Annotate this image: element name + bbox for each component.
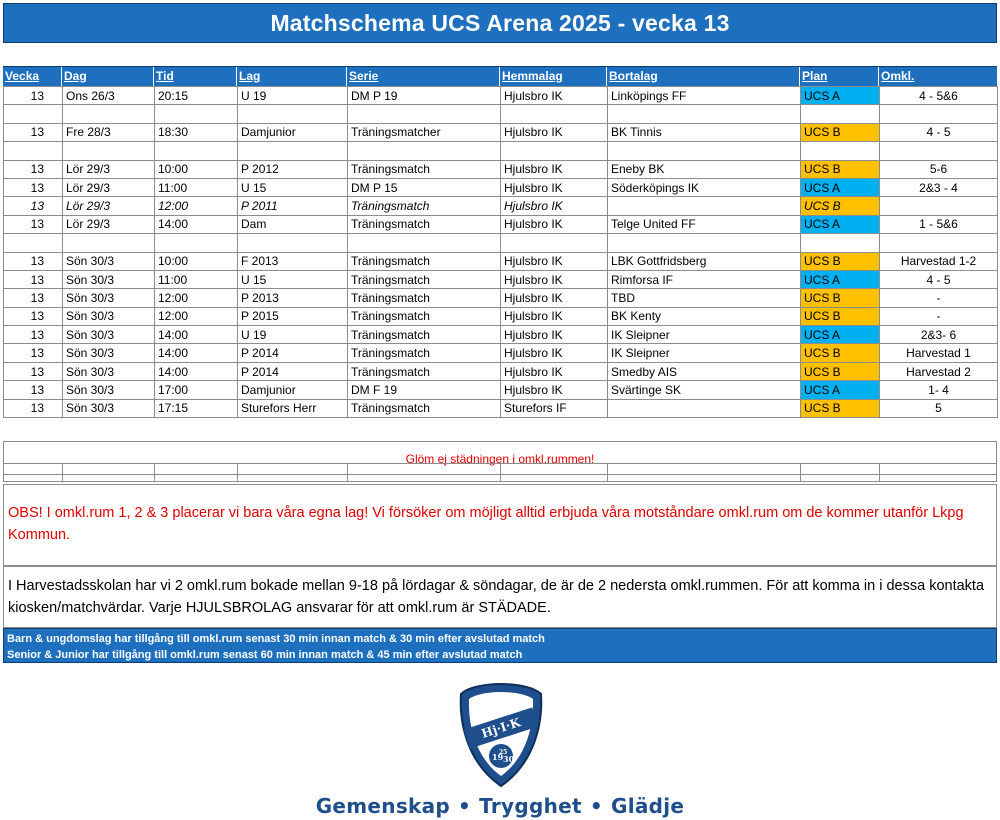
cell-tid[interactable]: 17:15	[155, 399, 238, 417]
table-row	[4, 326, 998, 344]
obs-note: OBS! I omkl.rum 1, 2 & 3 placerar vi bara våra egna lag! Vi försöker om möjligt alltid erbjuda våra motståndare omkl.rum om de kommer utanför Lkpg Kommun.	[3, 484, 997, 566]
empty-grid-row	[3, 463, 997, 482]
cell-bortalag[interactable]: Rimforsa IF	[608, 270, 801, 288]
cell-lag[interactable]: Dam	[238, 215, 348, 233]
table-header	[3, 66, 997, 86]
cell-plan[interactable]: UCS B	[801, 289, 880, 307]
cell-hemmalag[interactable]: Hjulsbro IK	[501, 344, 608, 362]
cell-serie[interactable]: Träningsmatch	[348, 362, 501, 380]
cell-vecka	[4, 105, 63, 123]
cell-omkl[interactable]: 4 - 5	[880, 270, 998, 288]
cell-omkl[interactable]: Harvestad 1	[880, 344, 998, 362]
header-tid[interactable]: Tid	[154, 67, 237, 86]
cell-vecka[interactable]: 13	[4, 381, 63, 399]
cell-lag	[238, 234, 348, 252]
cell-bortalag[interactable]: Eneby BK	[608, 160, 801, 178]
cell-omkl	[880, 105, 998, 123]
cell-bortalag[interactable]: Söderköpings IK	[608, 178, 801, 196]
table-row	[4, 215, 998, 233]
cell-lag[interactable]: Damjunior	[238, 123, 348, 141]
hjulsbro-ik-crest-logo	[455, 680, 547, 790]
cell-vecka[interactable]: 13	[4, 362, 63, 380]
cell-plan[interactable]: UCS B	[801, 362, 880, 380]
cell-bortalag[interactable]	[608, 399, 801, 417]
cell-vecka[interactable]: 13	[4, 399, 63, 417]
cell-omkl	[880, 234, 998, 252]
cell-plan[interactable]: UCS A	[801, 326, 880, 344]
cell-tid[interactable]: 18:30	[155, 123, 238, 141]
cell-vecka[interactable]: 13	[4, 215, 63, 233]
cell-plan[interactable]: UCS A	[801, 87, 880, 105]
crest-year-mid: 25	[499, 749, 508, 756]
cell-dag[interactable]: Sön 30/3	[63, 381, 155, 399]
cell-dag[interactable]: Fre 28/3	[63, 123, 155, 141]
table-row	[4, 289, 998, 307]
motto-word: Gemenskap	[315, 794, 451, 818]
header-omkl[interactable]: Omkl.	[881, 69, 915, 83]
header-dag[interactable]: Dag	[62, 67, 154, 86]
cell-tid	[155, 234, 238, 252]
cell-bortalag[interactable]: Svärtinge SK	[608, 381, 801, 399]
cell-plan	[801, 234, 880, 252]
cell-plan[interactable]: UCS A	[801, 381, 880, 399]
cell-omkl[interactable]: 2&3 - 4	[880, 178, 998, 196]
cell-omkl[interactable]: 5-6	[880, 160, 998, 178]
cell-plan[interactable]: UCS A	[801, 178, 880, 196]
table-row	[4, 252, 998, 270]
cell-bortalag[interactable]: BK Kenty	[608, 307, 801, 325]
header-bortalag[interactable]: Bortalag	[607, 67, 800, 86]
cell-dag[interactable]: Lör 29/3	[63, 197, 155, 215]
cell-omkl[interactable]: 1 - 5&6	[880, 215, 998, 233]
empty-cell	[154, 463, 238, 482]
cell-serie[interactable]: Träningsmatch	[348, 289, 501, 307]
cell-bortalag[interactable]: BK Tinnis	[608, 123, 801, 141]
cell-dag[interactable]: Lör 29/3	[63, 215, 155, 233]
cell-serie[interactable]: Träningsmatch	[348, 215, 501, 233]
cell-lag	[238, 105, 348, 123]
cell-hemmalag[interactable]: Hjulsbro IK	[501, 252, 608, 270]
cell-lag[interactable]: P 2014	[238, 344, 348, 362]
cell-tid[interactable]: 14:00	[155, 362, 238, 380]
cell-dag[interactable]: Ons 26/3	[63, 87, 155, 105]
header-hemmalag[interactable]: Hemmalag	[500, 67, 607, 86]
cell-omkl[interactable]: 5	[880, 399, 998, 417]
cell-lag[interactable]: P 2011	[238, 197, 348, 215]
table-row	[4, 160, 998, 178]
cell-hemmalag	[501, 142, 608, 160]
cell-serie[interactable]: Träningsmatch	[348, 197, 501, 215]
empty-cell	[607, 463, 801, 482]
cell-serie	[348, 142, 501, 160]
page-title: Matchschema UCS Arena 2025 - vecka 13	[3, 3, 997, 43]
cell-tid[interactable]: 12:00	[155, 289, 238, 307]
spacer-row	[4, 234, 998, 252]
cell-omkl[interactable]: -	[880, 307, 998, 325]
cell-dag	[63, 142, 155, 160]
cell-dag	[63, 105, 155, 123]
cell-serie[interactable]: DM F 19	[348, 381, 501, 399]
cell-plan[interactable]: UCS B	[801, 123, 880, 141]
cell-hemmalag[interactable]: Hjulsbro IK	[501, 160, 608, 178]
cell-lag[interactable]: P 2014	[238, 362, 348, 380]
cell-vecka[interactable]: 13	[4, 270, 63, 288]
cell-vecka[interactable]: 13	[4, 252, 63, 270]
cell-hemmalag	[501, 105, 608, 123]
cell-vecka[interactable]: 13	[4, 307, 63, 325]
cell-omkl[interactable]: Harvestad 1-2	[880, 252, 998, 270]
cell-tid[interactable]: 11:00	[155, 270, 238, 288]
cell-hemmalag[interactable]: Hjulsbro IK	[501, 307, 608, 325]
cell-dag[interactable]: Sön 30/3	[63, 344, 155, 362]
cell-hemmalag	[501, 234, 608, 252]
cell-plan[interactable]: UCS B	[801, 197, 880, 215]
table-row	[4, 399, 998, 417]
access-rule-youth: Barn & ungdomslag har tillgång till omkl.rum senast 30 min innan match & 30 min efter avslutad match	[7, 633, 545, 645]
motto-separator: •	[589, 794, 603, 818]
access-rule-senior: Senior & Junior har tillgång till omkl.rum senast 60 min innan match & 45 min efter avslutad match	[7, 649, 523, 661]
cell-tid	[155, 105, 238, 123]
cell-tid	[155, 142, 238, 160]
cell-bortalag[interactable]: Linköpings FF	[608, 87, 801, 105]
empty-cell	[347, 463, 501, 482]
cell-plan[interactable]: UCS B	[801, 160, 880, 178]
cell-dag[interactable]: Sön 30/3	[63, 252, 155, 270]
cell-vecka[interactable]: 13	[4, 289, 63, 307]
cell-bortalag[interactable]: IK Sleipner	[608, 344, 801, 362]
cell-bortalag[interactable]	[608, 197, 801, 215]
cell-lag[interactable]: P 2015	[238, 307, 348, 325]
cell-lag[interactable]: U 19	[238, 326, 348, 344]
table-row	[4, 178, 998, 196]
harvestad-info: I Harvestadsskolan har vi 2 omkl.rum bokade mellan 9-18 på lördagar & söndagar, de är de 2 nedersta omkl.rummen. För att komma in i dessa kontakta kiosken/matchvärdar. Varje HJULSBROLAG ansvarar för att omkl.rum är STÄDADE.	[3, 566, 997, 628]
cell-serie[interactable]: Träningsmatch	[348, 160, 501, 178]
cell-serie[interactable]: Träningsmatcher	[348, 123, 501, 141]
table-row	[4, 344, 998, 362]
table-row	[4, 307, 998, 325]
cell-dag[interactable]: Sön 30/3	[63, 362, 155, 380]
cell-plan[interactable]: UCS B	[801, 399, 880, 417]
cell-dag[interactable]: Lör 29/3	[63, 160, 155, 178]
empty-cell	[62, 463, 155, 482]
cell-hemmalag[interactable]: Hjulsbro IK	[501, 123, 608, 141]
cell-tid[interactable]: 12:00	[155, 197, 238, 215]
cell-hemmalag[interactable]: Hjulsbro IK	[501, 362, 608, 380]
cell-omkl[interactable]: -	[880, 289, 998, 307]
crest-letters: Hj·I·K	[479, 715, 523, 741]
cell-tid[interactable]: 17:00	[155, 381, 238, 399]
schedule-sheet	[3, 3, 997, 661]
cell-plan[interactable]: UCS B	[801, 344, 880, 362]
cell-bortalag	[608, 105, 801, 123]
access-rules-bar	[3, 628, 997, 663]
cell-hemmalag[interactable]: Hjulsbro IK	[501, 270, 608, 288]
motto-word: Glädje	[610, 794, 685, 818]
cell-serie[interactable]: DM P 19	[348, 87, 501, 105]
cell-hemmalag[interactable]: Hjulsbro IK	[501, 215, 608, 233]
cell-omkl	[880, 142, 998, 160]
empty-cell	[3, 463, 63, 482]
cell-tid[interactable]: 14:00	[155, 326, 238, 344]
cell-bortalag[interactable]: IK Sleipner	[608, 326, 801, 344]
cell-omkl[interactable]: 1- 4	[880, 381, 998, 399]
cell-vecka	[4, 234, 63, 252]
header-plan[interactable]: Plan	[800, 67, 879, 86]
table-row	[4, 381, 998, 399]
cell-bortalag[interactable]: LBK Gottfridsberg	[608, 252, 801, 270]
cell-serie[interactable]: Träningsmatch	[348, 270, 501, 288]
cell-serie	[348, 234, 501, 252]
cell-tid[interactable]: 11:00	[155, 178, 238, 196]
cell-lag[interactable]: P 2012	[238, 160, 348, 178]
header-vecka[interactable]: Vecka	[3, 67, 62, 86]
cell-vecka[interactable]: 13	[4, 160, 63, 178]
cell-omkl[interactable]: 4 - 5	[880, 123, 998, 141]
cell-vecka[interactable]: 13	[4, 87, 63, 105]
cell-serie[interactable]: Träningsmatch	[348, 326, 501, 344]
cell-tid[interactable]: 12:00	[155, 307, 238, 325]
crest-year-right: 30	[503, 754, 515, 764]
table-row	[4, 270, 998, 288]
spacer-row	[4, 105, 998, 123]
cell-plan[interactable]: UCS A	[801, 270, 880, 288]
club-motto	[0, 794, 1000, 818]
empty-cell	[879, 463, 997, 482]
cell-serie[interactable]: Träningsmatch	[348, 252, 501, 270]
cell-serie[interactable]: DM P 15	[348, 178, 501, 196]
cell-plan[interactable]: UCS B	[801, 307, 880, 325]
empty-cell	[800, 463, 880, 482]
cell-plan[interactable]: UCS B	[801, 252, 880, 270]
cell-plan	[801, 105, 880, 123]
table-row	[4, 197, 998, 215]
cell-lag[interactable]: U 19	[238, 87, 348, 105]
table-row	[4, 87, 998, 105]
cell-dag[interactable]: Sön 30/3	[63, 307, 155, 325]
cell-dag[interactable]: Sön 30/3	[63, 399, 155, 417]
cell-lag[interactable]: F 2013	[238, 252, 348, 270]
cell-omkl[interactable]	[880, 197, 998, 215]
cell-tid[interactable]: 14:00	[155, 344, 238, 362]
cell-dag[interactable]: Sön 30/3	[63, 326, 155, 344]
schedule-table	[3, 86, 998, 418]
cell-plan[interactable]: UCS A	[801, 215, 880, 233]
cleaning-reminder: Glöm ej städningen i omkl.rummen!	[405, 452, 595, 466]
cell-bortalag	[608, 142, 801, 160]
header-lag[interactable]: Lag	[237, 67, 347, 86]
cell-bortalag	[608, 234, 801, 252]
motto-separator: •	[458, 794, 472, 818]
cell-serie[interactable]: Träningsmatch	[348, 344, 501, 362]
cell-serie[interactable]: Träningsmatch	[348, 307, 501, 325]
cell-lag[interactable]: P 2013	[238, 289, 348, 307]
cell-lag[interactable]: U 15	[238, 270, 348, 288]
cell-omkl[interactable]: 2&3- 6	[880, 326, 998, 344]
cell-dag	[63, 234, 155, 252]
cell-vecka[interactable]: 13	[4, 197, 63, 215]
cell-tid[interactable]: 10:00	[155, 160, 238, 178]
cell-tid[interactable]: 14:00	[155, 215, 238, 233]
cell-tid[interactable]: 20:15	[155, 87, 238, 105]
cell-omkl[interactable]: 4 - 5&6	[880, 87, 998, 105]
empty-cell	[237, 463, 348, 482]
table-row	[4, 123, 998, 141]
cell-lag[interactable]: Damjunior	[238, 381, 348, 399]
cell-dag[interactable]: Sön 30/3	[63, 270, 155, 288]
crest-year-left: 19	[492, 752, 504, 762]
cell-hemmalag[interactable]: Hjulsbro IK	[501, 178, 608, 196]
cell-bortalag[interactable]: Smedby AIS	[608, 362, 801, 380]
table-row	[4, 362, 998, 380]
spacer-row	[4, 142, 998, 160]
cell-hemmalag[interactable]: Hjulsbro IK	[501, 289, 608, 307]
cell-vecka[interactable]: 13	[4, 344, 63, 362]
cell-dag[interactable]: Lör 29/3	[63, 178, 155, 196]
cell-bortalag[interactable]: Telge United FF	[608, 215, 801, 233]
cell-vecka[interactable]: 13	[4, 123, 63, 141]
cell-lag	[238, 142, 348, 160]
cell-hemmalag[interactable]: Hjulsbro IK	[501, 87, 608, 105]
cell-serie[interactable]: Träningsmatch	[348, 399, 501, 417]
header-serie[interactable]: Serie	[347, 67, 500, 86]
empty-cell	[500, 463, 608, 482]
cell-bortalag[interactable]: TBD	[608, 289, 801, 307]
cell-vecka	[4, 142, 63, 160]
cell-tid[interactable]: 10:00	[155, 252, 238, 270]
cell-serie	[348, 105, 501, 123]
cell-vecka[interactable]: 13	[4, 326, 63, 344]
cell-plan	[801, 142, 880, 160]
cell-vecka[interactable]: 13	[4, 178, 63, 196]
cell-hemmalag[interactable]: Sturefors IF	[501, 399, 608, 417]
cell-lag[interactable]: Sturefors Herr	[238, 399, 348, 417]
motto-word: Trygghet	[479, 794, 582, 818]
cell-omkl[interactable]: Harvestad 2	[880, 362, 998, 380]
cell-hemmalag[interactable]: Hjulsbro IK	[501, 381, 608, 399]
cell-hemmalag[interactable]: Hjulsbro IK	[501, 197, 608, 215]
cell-hemmalag[interactable]: Hjulsbro IK	[501, 326, 608, 344]
cell-dag[interactable]: Sön 30/3	[63, 289, 155, 307]
cell-lag[interactable]: U 15	[238, 178, 348, 196]
